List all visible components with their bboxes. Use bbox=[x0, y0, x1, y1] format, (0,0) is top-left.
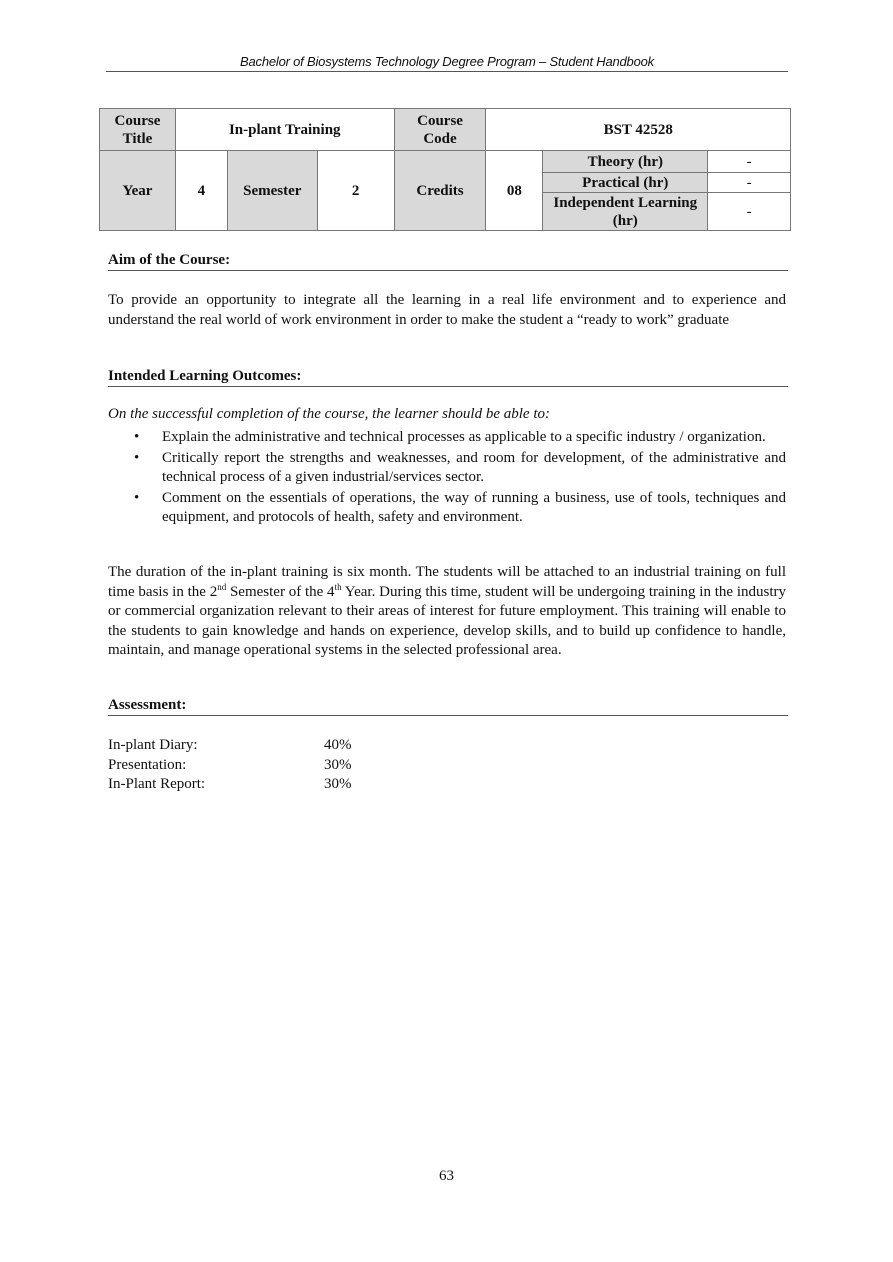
outcomes-heading: Intended Learning Outcomes: bbox=[108, 368, 788, 387]
course-title-value: In-plant Training bbox=[175, 109, 394, 151]
aim-heading: Aim of the Course: bbox=[108, 252, 788, 271]
theory-hours-label: Theory (hr) bbox=[543, 151, 708, 173]
assessment-list bbox=[108, 736, 352, 795]
bullet-icon: • bbox=[134, 489, 140, 506]
list-item: • Explain the administrative and technical processes as applicable to a specific industry / organization. bbox=[108, 428, 786, 448]
outcomes-intro: On the successful completion of the course, the learner should be able to: bbox=[108, 406, 550, 422]
independent-learning-label: Independent Learning (hr) bbox=[543, 193, 708, 231]
list-item: • Critically report the strengths and weaknesses, and room for development, of the administrative and technical process of a given industrial/services sector. bbox=[134, 449, 786, 485]
practical-hours-label: Practical (hr) bbox=[543, 173, 708, 193]
assessment-heading: Assessment: bbox=[108, 697, 788, 716]
assessment-row: In-Plant Report: 30% bbox=[108, 776, 352, 792]
theory-hours-value: - bbox=[708, 151, 791, 173]
semester-label: Semester bbox=[227, 151, 317, 231]
course-code-label: Course Code bbox=[394, 109, 486, 151]
practical-hours-value: - bbox=[708, 173, 791, 193]
semester-value: 2 bbox=[317, 151, 394, 231]
assessment-row: Presentation: 30% bbox=[108, 756, 352, 773]
running-header: Bachelor of Biosystems Technology Degree Program – Student Handbook bbox=[106, 54, 788, 72]
course-title-label: Course Title bbox=[100, 109, 176, 151]
bullet-icon: • bbox=[134, 449, 140, 466]
year-label: Year bbox=[100, 151, 176, 231]
outcomes-list bbox=[108, 428, 786, 529]
year-value: 4 bbox=[175, 151, 227, 231]
credits-label: Credits bbox=[394, 151, 486, 231]
page-number: 63 bbox=[439, 1168, 454, 1184]
training-description: The duration of the in-plant training is six month. The students will be attached to an industrial training on full time basis in the 2nd Semester of the 4th Year. During this time, student will be undergoing training in the industry or commercial organization relevant to their areas of interest for future employment. This training will enable to the students to gain knowledge and hands on experience, develop skills, and to build up confidence to handle, maintain, and manage operational systems in the selected professional area. bbox=[108, 564, 786, 658]
course-code-value: BST 42528 bbox=[486, 109, 791, 151]
list-item: • Comment on the essentials of operations, the way of running a business, use of tools, techniques and equipment, and protocols of health, safety and environment. bbox=[134, 489, 786, 525]
assessment-row: In-plant Diary: 40% bbox=[108, 737, 352, 753]
credits-value: 08 bbox=[486, 151, 543, 231]
aim-text: To provide an opportunity to integrate all the learning in a real life environment and to experience and understand the real world of work environment in order to make the student a “ready to work” graduate bbox=[108, 292, 786, 328]
bullet-icon: • bbox=[134, 429, 140, 445]
independent-learning-value: - bbox=[708, 193, 791, 231]
course-info-table bbox=[99, 108, 791, 231]
